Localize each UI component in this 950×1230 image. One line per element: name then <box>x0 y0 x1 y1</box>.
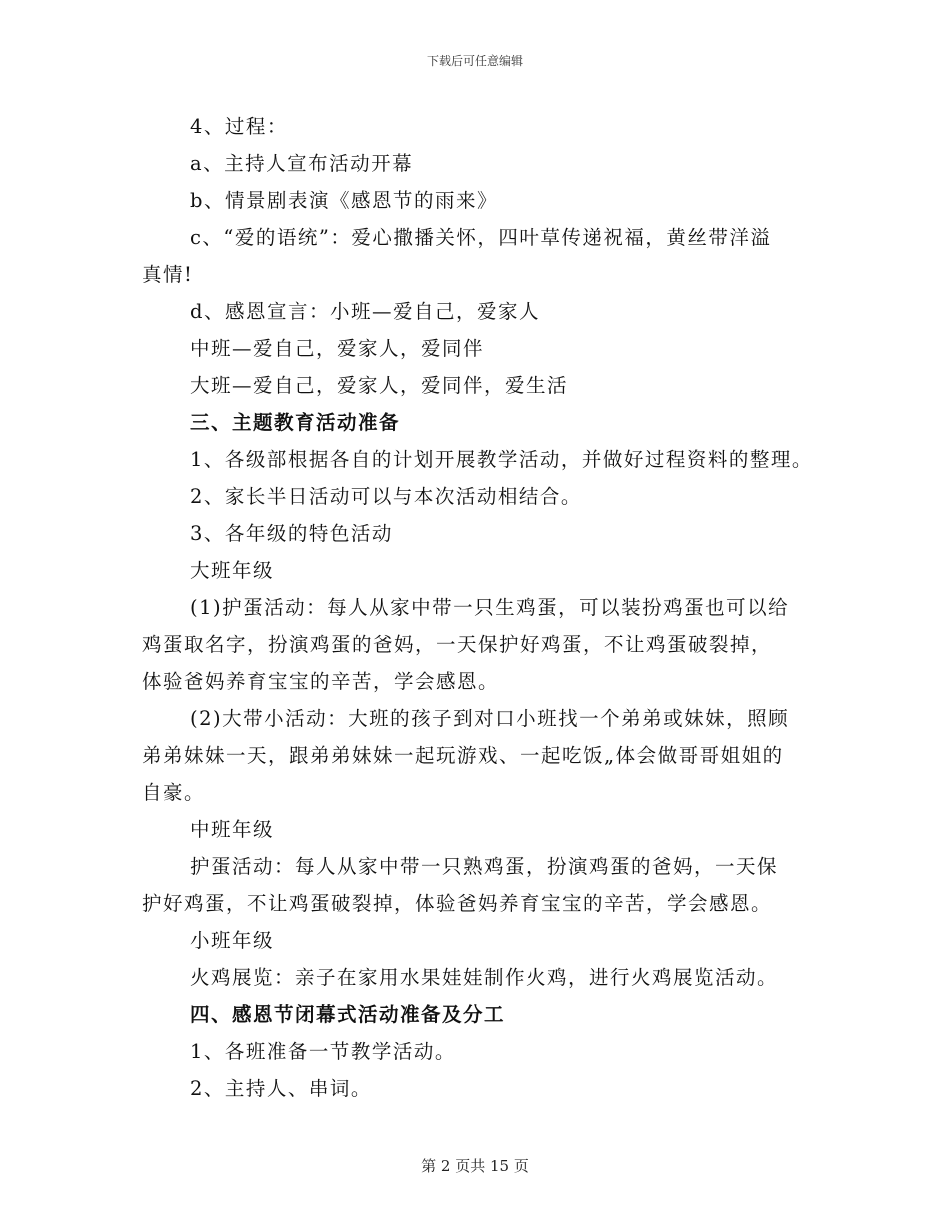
paragraph-line: 自豪。 <box>142 781 206 804</box>
paragraph-line: 大班年级 <box>190 559 275 582</box>
paragraph-line: 3、各年级的特色活动 <box>190 522 393 545</box>
page-header: 下载后可任意编辑 <box>426 54 523 68</box>
paragraph-line: 中班—爱自己，爱家人，爱同伴 <box>190 337 485 360</box>
paragraph-line: 鸡蛋取名字，扮演鸡蛋的爸妈，一天保护好鸡蛋，不让鸡蛋破裂掉， <box>142 633 773 656</box>
section-heading: 三、主题教育活动准备 <box>190 411 401 434</box>
paragraph-line: 体验爸妈养育宝宝的辛苦，学会感恩。 <box>142 670 500 693</box>
paragraph-line: 火鸡展览：亲子在家用水果娃娃制作火鸡，进行火鸡展览活动。 <box>190 966 779 989</box>
paragraph-line: 护蛋活动：每人从家中带一只熟鸡蛋，扮演鸡蛋的爸妈，一天保 <box>190 855 779 878</box>
paragraph-line: b、情景剧表演《感恩节的雨来》 <box>190 189 498 212</box>
paragraph-line: 2、家长半日活动可以与本次活动相结合。 <box>190 485 582 508</box>
paragraph-line: 1、各级部根据各自的计划开展教学活动，并做好过程资料的整理。 <box>190 448 813 471</box>
paragraph-line: 2、主持人、串词。 <box>190 1077 372 1100</box>
paragraph-line: 小班年级 <box>190 929 275 952</box>
paragraph-line: 4、过程： <box>190 115 288 138</box>
paragraph-line: (2)大带小活动：大班的孩子到对口小班找一个弟弟或妹妹，照顾 <box>190 707 790 730</box>
paragraph-line: 大班—爱自己，爱家人，爱同伴，爱生活 <box>190 374 569 397</box>
paragraph-line: 真情! <box>142 263 194 286</box>
paragraph-line: (1)护蛋活动：每人从家中带一只生鸡蛋，可以装扮鸡蛋也可以给 <box>190 596 790 619</box>
paragraph-line: a、主持人宣布活动开幕 <box>190 152 414 175</box>
paragraph-line: 弟弟妹妹一天，跟弟弟妹妹一起玩游戏、一起吃饭„体会做哥哥姐姐的 <box>142 744 784 767</box>
document-body <box>142 108 822 1107</box>
paragraph-line: 1、各班准备一节教学活动。 <box>190 1040 456 1063</box>
paragraph-line: 中班年级 <box>190 818 275 841</box>
paragraph-line: d、感恩宣言：小班—爱自己，爱家人 <box>190 300 540 323</box>
paragraph-line: 护好鸡蛋，不让鸡蛋破裂掉，体验爸妈养育宝宝的辛苦，学会感恩。 <box>142 892 773 915</box>
paragraph-line: c、“爱的语统”：爱心撒播关怀，四叶草传递祝福，黄丝带洋溢 <box>190 226 772 249</box>
page-number: 第 2 页共 15 页 <box>421 1157 529 1175</box>
section-heading: 四、感恩节闭幕式活动准备及分工 <box>190 1003 506 1026</box>
